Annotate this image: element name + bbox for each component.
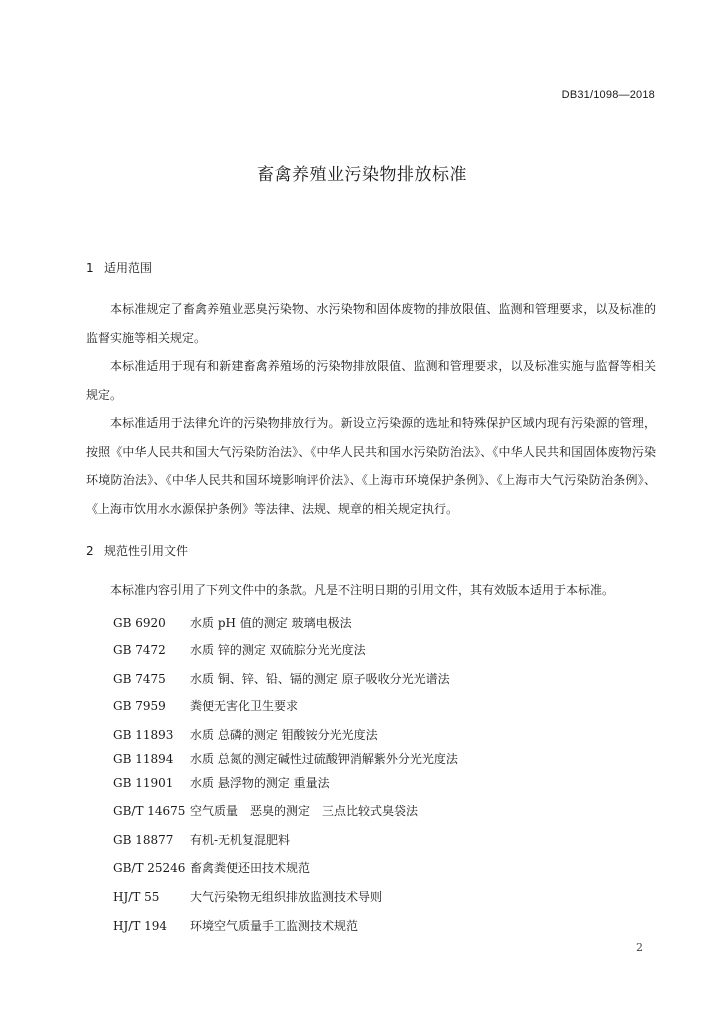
reference-row [113,859,310,876]
reference-row [113,802,418,819]
reference-row [113,614,352,631]
reference-title: 水质 锌的测定 双硫腙分光光度法 [190,643,366,657]
reference-title: 环境空气质量手工监测技术规范 [190,919,359,933]
reference-row [113,670,450,687]
document-title: 畜禽养殖业污染物排放标准 [257,165,467,185]
reference-code: GB 11893 [113,728,174,742]
reference-title: 水质 悬浮物的测定 重量法 [190,776,330,790]
reference-title: 水质 总磷的测定 钼酸铵分光光度法 [190,728,378,742]
section-number: 1 [86,261,94,275]
reference-code: HJ/T 55 [113,890,160,904]
reference-row [113,641,366,658]
paragraph-scope-3: 本标准适用于法律允许的污染物排放行为。新设立污染源的选址和特殊保护区域内现有污染源的管理，按照《中华人民共和国大气污染防治法》、《中华人民共和国水污染防治法》、《中华人民共和国固体废物污染环境防治法》、《中华人民共和国环境影响评价法》、《上海市环境保护条例》、《上海市大气污染防治条例》、《上海市饮用水水源保护条例》等法律、法规、规章的相关规定执行。 [86,416,656,516]
section-heading-scope [86,259,152,276]
reference-row [113,750,458,767]
section-heading-references [86,542,188,559]
reference-code: HJ/T 194 [113,919,168,933]
reference-row [113,774,330,791]
reference-code: GB 6920 [113,616,166,630]
reference-code: GB 7959 [113,699,166,713]
page-number: 2 [636,941,643,954]
reference-code: GB 11894 [113,752,174,766]
reference-code: GB/T 25246 [113,861,186,875]
section-title: 规范性引用文件 [104,544,189,558]
references-intro: 本标准内容引用了下列文件中的条款。凡是不注明日期的引用文件，其有效版本适用于本标准。 [110,583,615,597]
reference-title: 水质 总氮的测定碱性过硫酸钾消解紫外分光光度法 [190,752,458,766]
reference-row [113,917,358,934]
reference-row [113,888,382,905]
reference-code: GB 18877 [113,833,174,847]
reference-title: 有机-无机复混肥料 [190,833,291,847]
reference-row [113,697,298,714]
reference-title: 畜禽粪便还田技术规范 [190,861,311,875]
paragraph-scope-2: 本标准适用于现有和新建畜禽养殖场的污染物排放限值、监测和管理要求，以及标准实施与监督等相关规定。 [86,359,656,402]
section-number: 2 [86,544,94,558]
section-title: 适用范围 [104,261,153,275]
reference-code: GB/T 14675 [113,804,186,818]
paragraph-scope-1: 本标准规定了畜禽养殖业恶臭污染物、水污染物和固体废物的排放限值、监测和管理要求，以及标准的监督实施等相关规定。 [86,302,656,345]
reference-title: 水质 pH 值的测定 玻璃电极法 [190,616,352,630]
reference-title: 水质 铜、锌、铅、镉的测定 原子吸收分光光谱法 [190,672,450,686]
reference-title: 空气质量 恶臭的测定 三点比较式臭袋法 [190,804,419,818]
reference-row [113,726,378,743]
reference-row [113,831,290,848]
reference-title: 粪便无害化卫生要求 [190,699,299,713]
reference-code: GB 7475 [113,672,166,686]
document-code: DB31/1098—2018 [561,89,655,101]
reference-code: GB 11901 [113,776,174,790]
reference-code: GB 7472 [113,643,166,657]
reference-title: 大气污染物无组织排放监测技术导则 [190,890,383,904]
